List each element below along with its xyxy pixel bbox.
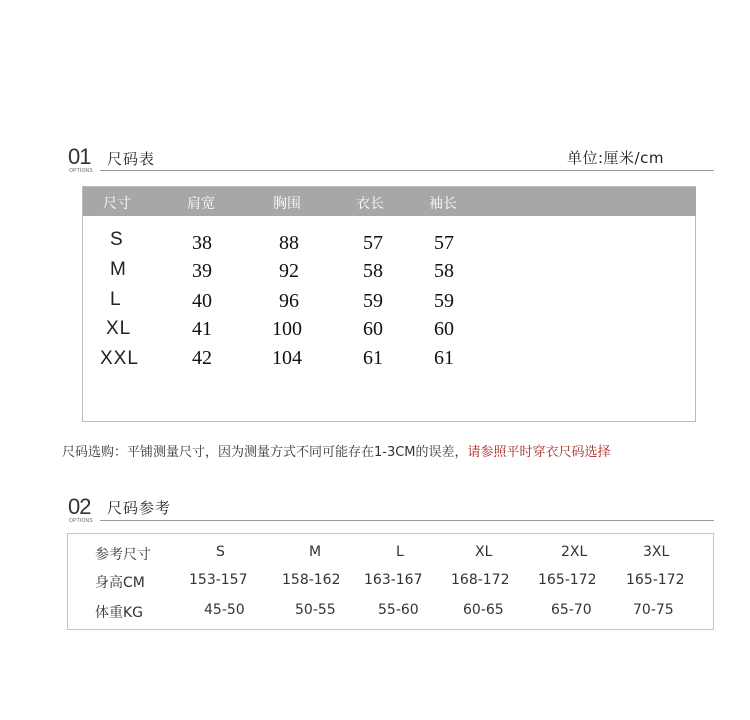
section2-sub: OPTIONS [69, 518, 93, 524]
weight-cell: 55-60 [378, 602, 419, 618]
size-table-header [83, 187, 696, 216]
sleeve-cell: 60 [434, 318, 454, 340]
shoulder-cell: 39 [192, 260, 212, 282]
header-sleeve: 袖长 [429, 196, 457, 212]
section1-number: 01 [68, 144, 91, 169]
size-table [82, 186, 696, 422]
length-cell: 59 [363, 290, 383, 312]
chest-cell: 100 [272, 318, 302, 340]
weight-cell: 45-50 [204, 602, 245, 618]
ref-header-3xl: 3XL [643, 544, 670, 560]
note-text: 尺码选购：平铺测量尺寸，因为测量方式不同可能存在1-3CM的误差， [62, 445, 468, 460]
height-cell: 153-157 [189, 572, 248, 588]
chest-cell: 104 [272, 347, 302, 369]
ref-header-label: 参考尺寸 [95, 547, 151, 563]
section2-number: 02 [68, 494, 91, 519]
header-shoulder: 肩宽 [187, 196, 215, 212]
sleeve-cell: 59 [434, 290, 454, 312]
section2-rule [100, 520, 714, 521]
ref-header-l: L [396, 544, 404, 560]
ref-header-m: M [309, 544, 322, 560]
weight-label: 体重KG [95, 605, 144, 621]
height-cell: 165-172 [626, 572, 685, 588]
weight-cell: 70-75 [633, 602, 674, 618]
height-cell: 163-167 [364, 572, 423, 588]
size-cell: M [110, 259, 127, 280]
height-cell: 165-172 [538, 572, 597, 588]
length-cell: 57 [363, 232, 383, 254]
height-cell: 158-162 [282, 572, 341, 588]
section2-title: 尺码参考 [107, 499, 172, 517]
shoulder-cell: 41 [192, 318, 212, 340]
shoulder-cell: 42 [192, 347, 212, 369]
section1-title: 尺码表 [107, 150, 156, 168]
weight-cell: 60-65 [463, 602, 504, 618]
section1-sub: OPTIONS [69, 168, 93, 174]
header-size: 尺寸 [103, 196, 131, 212]
measurement-note [62, 441, 611, 460]
weight-cell: 50-55 [295, 602, 336, 618]
height-cell: 168-172 [451, 572, 510, 588]
chest-cell: 96 [279, 290, 299, 312]
size-cell: XL [106, 318, 132, 339]
sleeve-cell: 58 [434, 260, 454, 282]
header-length: 衣长 [356, 196, 384, 212]
section1-rule [100, 170, 714, 171]
ref-header-xl: XL [475, 544, 493, 560]
length-cell: 61 [363, 347, 383, 369]
ref-header-2xl: 2XL [561, 544, 588, 560]
weight-cell: 65-70 [551, 602, 592, 618]
chest-cell: 92 [279, 260, 299, 282]
unit-label: 单位:厘米/cm [567, 149, 664, 167]
ref-header-s: S [216, 544, 225, 560]
sleeve-cell: 57 [434, 232, 454, 254]
note-highlight: 请参照平时穿衣尺码选择 [467, 445, 611, 460]
chest-cell: 88 [279, 232, 299, 254]
shoulder-cell: 38 [192, 232, 212, 254]
size-cell: S [110, 229, 124, 250]
height-label: 身高CM [95, 575, 145, 591]
header-chest: 胸围 [273, 196, 301, 212]
length-cell: 60 [363, 318, 383, 340]
length-cell: 58 [363, 260, 383, 282]
sleeve-cell: 61 [434, 347, 454, 369]
size-cell: L [110, 289, 122, 310]
size-cell: XXL [100, 348, 139, 369]
shoulder-cell: 40 [192, 290, 212, 312]
